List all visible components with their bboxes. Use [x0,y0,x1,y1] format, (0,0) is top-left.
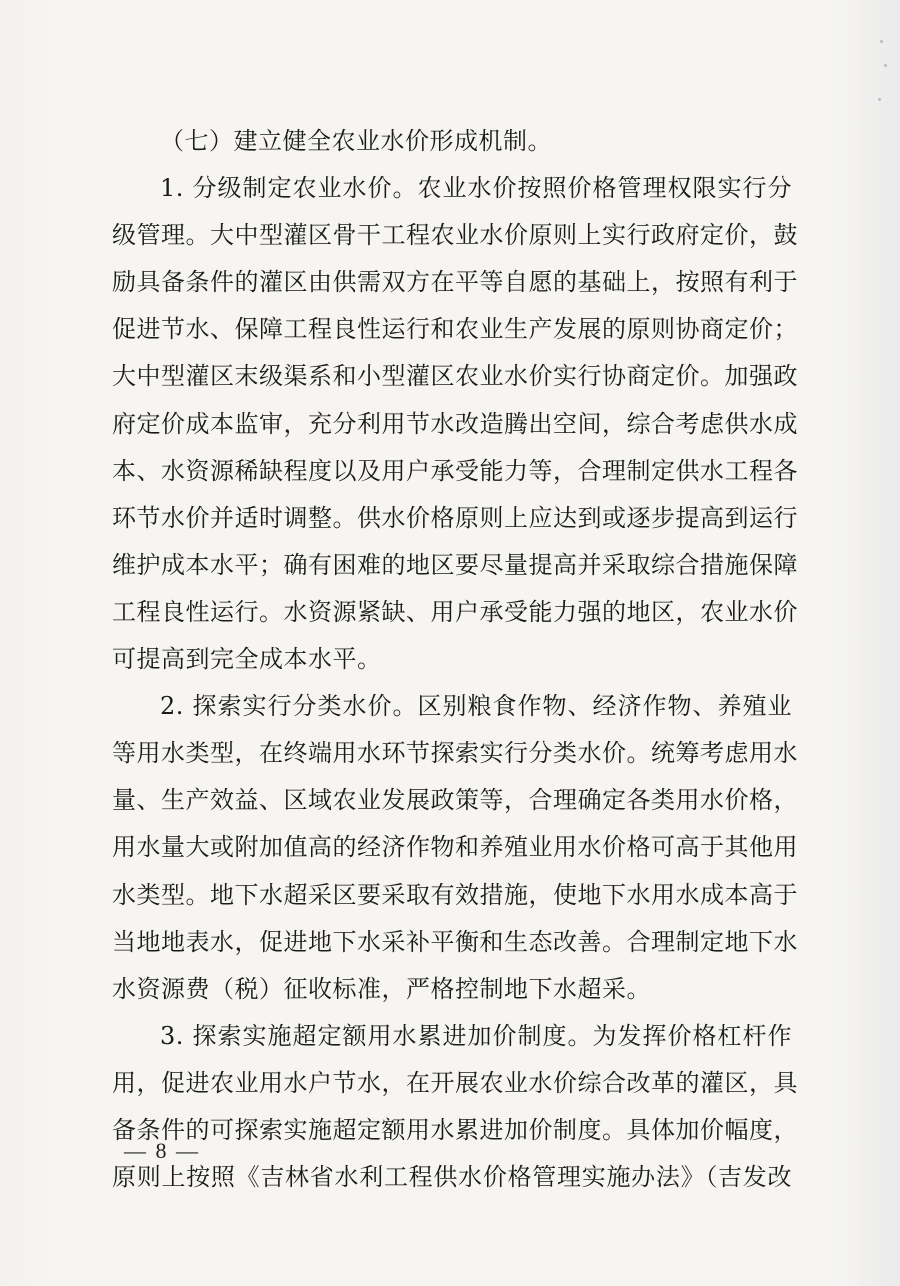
text-line: 大中型灌区末级渠系和小型灌区农业水价实行协商定价。加强政 [112,362,798,391]
text-line: 2. 探索实行分类水价。区别粮食作物、经济作物、养殖业 [160,692,792,721]
paragraph-lines [112,165,798,1201]
text-line: 用，促进农业用水户节水，在开展农业水价综合改革的灌区，具 [112,1068,798,1097]
text-line: 3. 探索实施超定额用水累进加价制度。为发挥价格杠杆作 [160,1021,792,1050]
text-line: 1. 分级制定农业水价。农业水价按照价格管理权限实行分 [160,174,792,203]
text-line: 府定价成本监审，充分利用节水改造腾出空间，综合考虑供水成 [112,409,798,438]
scan-specks [874,40,894,120]
text-line: 用水量大或附加值高的经济作物和养殖业用水价格可高于其他用 [112,833,798,862]
text-line: 水类型。地下水超采区要采取有效措施，使地下水用水成本高于 [112,880,798,909]
text-line: 量、生产效益、区域农业发展政策等，合理确定各类用水价格， [112,786,798,815]
text-line: 原则上按照《吉林省水利工程供水价格管理实施办法》（吉发改 [112,1163,792,1192]
page-number: — 8 — [124,1138,200,1163]
text-line: 本、水资源稀缺程度以及用户承受能力等，合理制定供水工程各 [112,456,798,485]
text-line: 环节水价并适时调整。供水价格原则上应达到或逐步提高到运行 [112,503,798,532]
text-line: 备条件的可探索实施超定额用水累进加价制度。具体加价幅度， [112,1115,798,1144]
text-line: 可提高到完全成本水平。 [112,645,382,674]
text-line: 励具备条件的灌区由供需双方在平等自愿的基础上，按照有利于 [112,268,798,297]
scan-shadow [830,0,900,1286]
document-body [112,118,798,1201]
text-line: 维护成本水平；确有困难的地区要尽量提高并采取综合措施保障 [112,550,798,579]
text-line: 级管理。大中型灌区骨干工程农业水价原则上实行政府定价，鼓 [112,221,798,250]
text-line: 促进节水、保障工程良性运行和农业生产发展的原则协商定价； [112,315,798,344]
text-line: 等用水类型，在终端用水环节探索实行分类水价。统筹考虑用水 [112,739,798,768]
text-line: 工程良性运行。水资源紧缺、用户承受能力强的地区，农业水价 [112,597,798,626]
text-line: 当地地表水，促进地下水采补平衡和生态改善。合理制定地下水 [112,927,798,956]
text-line: 水资源费（税）征收标准，严格控制地下水超采。 [112,974,651,1003]
section-heading: （七）建立健全农业水价形成机制。 [160,127,552,155]
